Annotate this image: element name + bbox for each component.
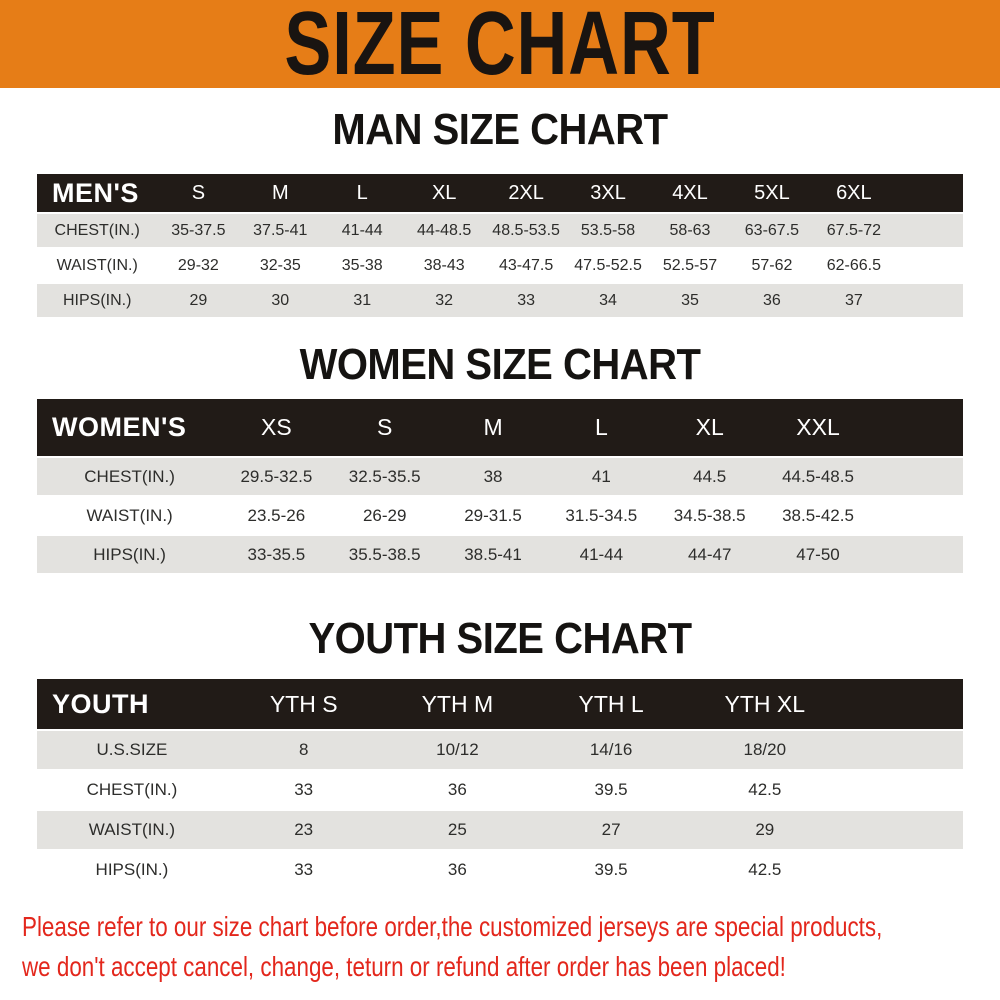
size-column-header: M (483, 414, 503, 440)
size-column-header: XS (261, 414, 292, 440)
men-size-chart-section (0, 106, 1000, 319)
size-value-cell: 44.5-48.5 (782, 466, 854, 486)
size-value-cell: 25 (447, 820, 467, 839)
size-value-cell: 31 (353, 291, 372, 309)
size-value-cell: 33 (517, 291, 535, 309)
table-row (37, 249, 963, 282)
size-value-cell: 26-29 (362, 505, 407, 525)
size-value-cell: 32 (435, 291, 454, 309)
size-value-cell: 14/16 (589, 740, 633, 759)
size-value-cell: 35.5-38.5 (348, 544, 421, 564)
size-column-header: XL (431, 181, 457, 204)
table-row (37, 497, 963, 534)
row-label: CHEST(IN.) (54, 221, 140, 239)
size-column-header: YTH M (421, 690, 494, 717)
size-value-cell: 29-31.5 (464, 505, 522, 525)
size-value-cell: 41-44 (579, 544, 624, 564)
table-row (37, 811, 963, 849)
size-value-cell: 29 (189, 291, 208, 309)
size-value-cell: 38-43 (423, 256, 465, 274)
size-value-cell: 36 (763, 291, 781, 309)
size-column-header: L (594, 414, 608, 440)
row-label: WAIST(IN.) (86, 505, 173, 525)
banner-title: SIZE CHART (284, 0, 716, 94)
size-value-cell: 39.5 (594, 780, 628, 799)
row-label: HIPS(IN.) (93, 544, 166, 564)
size-value-cell: 36 (447, 780, 467, 799)
size-value-cell: 23 (294, 820, 314, 839)
table-row (37, 771, 963, 809)
size-column-header: YTH XL (724, 690, 806, 717)
youth-size-chart-section (0, 615, 1000, 891)
size-value-cell: 37.5-41 (253, 221, 308, 239)
table-header-row (37, 174, 963, 212)
size-column-header: YTH S (269, 690, 338, 717)
table-row (37, 851, 963, 889)
spacer-cell (872, 399, 963, 456)
size-value-cell: 33-35.5 (247, 544, 306, 564)
women-chart-title: WOMEN SIZE CHART (299, 341, 701, 389)
size-value-cell: 44-48.5 (417, 221, 472, 239)
size-value-cell: 48.5-53.5 (492, 221, 560, 239)
spacer-cell (842, 731, 963, 769)
table-corner-label: YOUTH (52, 688, 149, 719)
spacer-cell (842, 771, 963, 809)
size-column-header: M (271, 181, 289, 204)
size-value-cell: 33 (294, 780, 314, 799)
women-size-chart-section (0, 341, 1000, 575)
size-value-cell: 36 (447, 860, 467, 879)
size-value-cell: 57-62 (751, 256, 793, 274)
spacer-cell (872, 497, 963, 534)
disclaimer-line-1: Please refer to our size chart before order,the customized jerseys are special products, (22, 911, 883, 942)
size-value-cell: 44-47 (687, 544, 732, 564)
spacer-cell (872, 536, 963, 573)
table-header-row (37, 679, 963, 729)
men-chart-title: MAN SIZE CHART (332, 106, 668, 154)
size-value-cell: 34 (599, 291, 617, 309)
size-column-header: 6XL (836, 181, 872, 204)
size-value-cell: 23.5-26 (247, 505, 306, 525)
spacer-cell (842, 811, 963, 849)
size-value-cell: 42.5 (748, 780, 782, 799)
size-value-cell: 67.5-72 (826, 221, 881, 239)
size-value-cell: 43-47.5 (498, 256, 554, 274)
row-label: HIPS(IN.) (62, 291, 132, 309)
size-column-header: L (356, 181, 368, 204)
size-value-cell: 38 (483, 466, 503, 486)
disclaimer-note (22, 907, 1000, 987)
disclaimer-line-2: we don't accept cancel, change, teturn or refund after order has been placed! (22, 951, 786, 982)
size-column-header: S (377, 414, 393, 440)
size-value-cell: 41-44 (341, 221, 383, 239)
size-value-cell: 53.5-58 (580, 221, 636, 239)
size-column-header: 3XL (590, 181, 626, 204)
size-value-cell: 32-35 (259, 256, 301, 274)
table-corner-label: MEN'S (52, 177, 139, 208)
size-value-cell: 38.5-41 (464, 544, 522, 564)
size-value-cell: 27 (601, 820, 621, 839)
size-value-cell: 34.5-38.5 (673, 505, 746, 525)
size-value-cell: 38.5-42.5 (782, 505, 854, 525)
size-value-cell: 63-67.5 (744, 221, 800, 239)
table-corner-label: WOMEN'S (52, 412, 187, 442)
row-label: WAIST(IN.) (88, 820, 176, 839)
table-row (37, 731, 963, 769)
spacer-cell (895, 174, 963, 212)
youth-chart-title: YOUTH SIZE CHART (308, 615, 692, 663)
women-size-table (37, 397, 963, 575)
size-value-cell: 30 (271, 291, 290, 309)
size-value-cell: 18/20 (743, 740, 787, 759)
size-value-cell: 47.5-52.5 (574, 256, 642, 274)
spacer-cell (895, 249, 963, 282)
size-value-cell: 37 (844, 291, 863, 309)
size-value-cell: 29 (755, 820, 775, 839)
size-column-header: XL (695, 414, 724, 440)
row-label: HIPS(IN.) (95, 860, 169, 879)
size-value-cell: 29-32 (177, 256, 219, 274)
size-column-header: 4XL (672, 181, 708, 204)
table-row (37, 284, 963, 317)
youth-size-table (37, 677, 963, 891)
row-label: U.S.SIZE (96, 740, 168, 759)
size-value-cell: 32.5-35.5 (348, 466, 421, 486)
size-value-cell: 35-37.5 (171, 221, 226, 239)
size-value-cell: 62-66.5 (826, 256, 881, 274)
spacer-cell (842, 679, 963, 729)
row-label: CHEST(IN.) (84, 466, 175, 486)
size-column-header: YTH L (578, 690, 644, 717)
size-value-cell: 58-63 (669, 221, 711, 239)
table-row (37, 458, 963, 495)
size-column-header: 2XL (508, 181, 544, 204)
size-value-cell: 39.5 (594, 860, 628, 879)
size-column-header: XXL (796, 414, 840, 440)
size-value-cell: 10/12 (436, 740, 479, 759)
row-label: WAIST(IN.) (56, 256, 138, 274)
size-chart-banner (0, 0, 1000, 94)
size-value-cell: 33 (294, 860, 314, 879)
row-label: CHEST(IN.) (86, 780, 178, 799)
spacer-cell (842, 851, 963, 889)
size-value-cell: 35 (681, 291, 699, 309)
spacer-cell (895, 284, 963, 317)
size-value-cell: 35-38 (341, 256, 383, 274)
table-row (37, 214, 963, 247)
size-value-cell: 41 (591, 466, 611, 486)
size-value-cell: 29.5-32.5 (240, 466, 313, 486)
size-value-cell: 44.5 (693, 466, 727, 486)
size-value-cell: 52.5-57 (662, 256, 718, 274)
size-value-cell: 8 (298, 740, 309, 759)
table-row (37, 536, 963, 573)
size-value-cell: 42.5 (748, 860, 782, 879)
spacer-cell (895, 214, 963, 247)
men-size-table (37, 172, 963, 319)
size-value-cell: 47-50 (796, 544, 840, 564)
size-column-header: S (191, 181, 206, 204)
size-value-cell: 31.5-34.5 (565, 505, 638, 525)
spacer-cell (872, 458, 963, 495)
size-column-header: 5XL (754, 181, 790, 204)
table-header-row (37, 399, 963, 456)
